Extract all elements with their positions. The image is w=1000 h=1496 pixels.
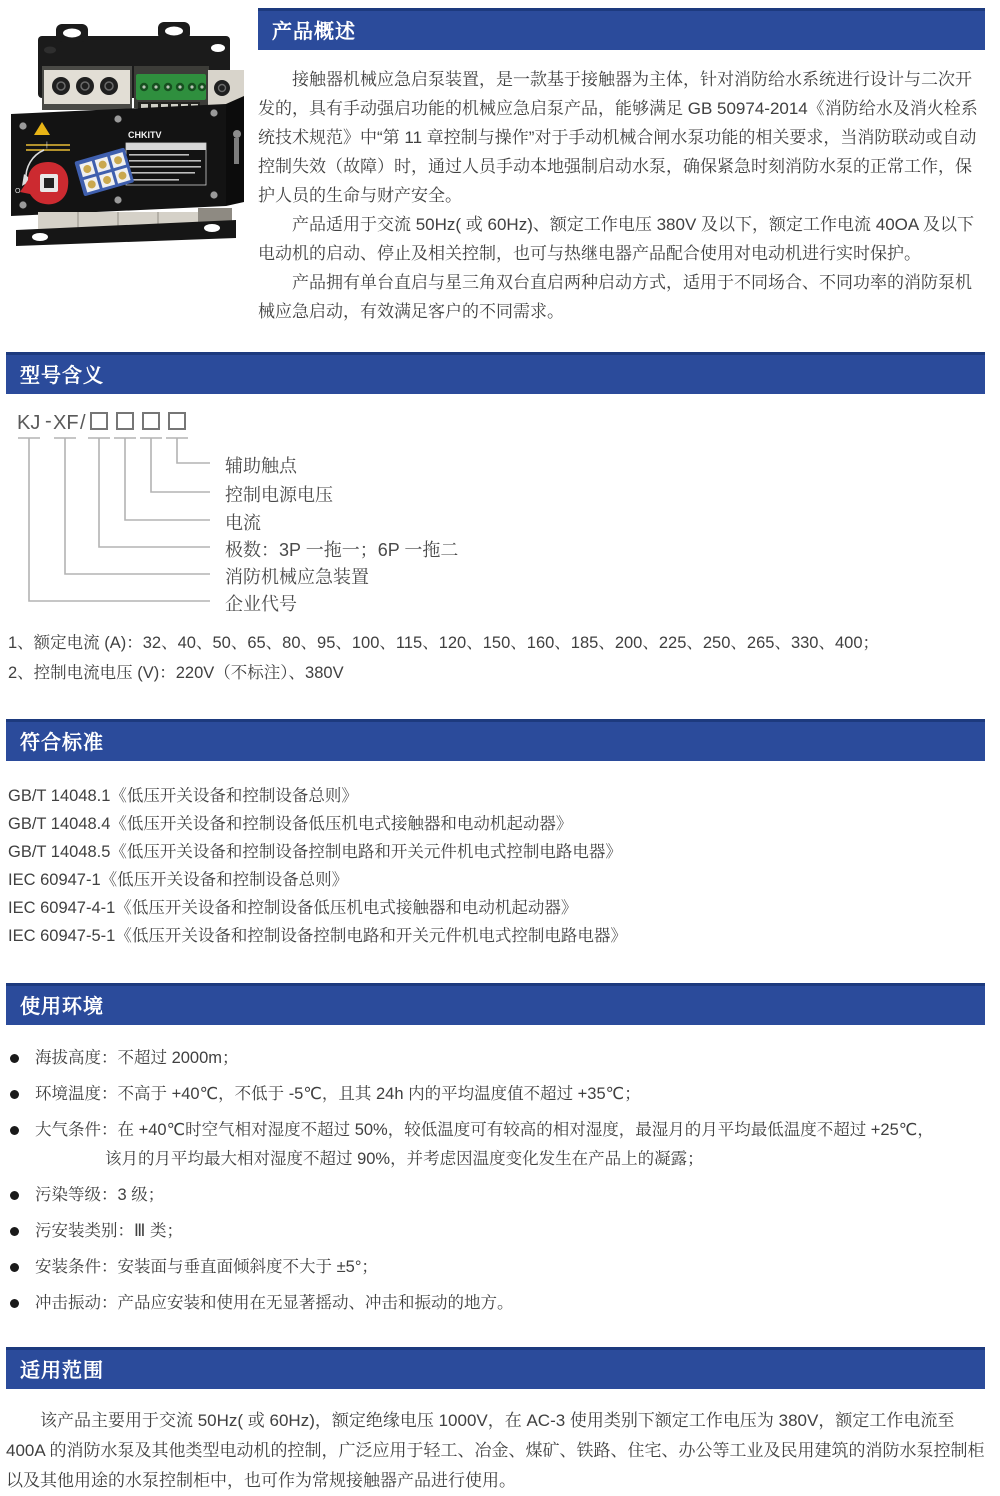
section-title-model: 型号含义 [6, 352, 985, 394]
model-code-slash: / [80, 412, 86, 434]
overview-section [0, 0, 1000, 326]
model-branch-label: 控制电源电压 [225, 485, 333, 505]
env-item-text: 环境温度：不高于 +40℃，不低于 -5℃，且其 24h 内的平均温度值不超过 +35℃； [35, 1085, 641, 1103]
env-item [10, 1117, 985, 1144]
env-item [10, 1182, 985, 1209]
svg-text:O: O [15, 188, 21, 195]
section-title-environment: 使用环境 [6, 983, 985, 1025]
model-branch-label: 极数：3P 一拖一；6P 一拖二 [225, 540, 459, 560]
model-code-diagram [10, 406, 985, 618]
bullet-icon [10, 1090, 19, 1099]
bullet-icon [10, 1191, 19, 1200]
overview-paragraphs [258, 65, 985, 326]
product-device-illustration [8, 16, 248, 248]
model-note: 2、控制电流电压 (V)：220V（不标注）、380V [8, 664, 344, 682]
standard-item: GB/T 14048.4《低压开关设备和控制设备低压机电式接触器和电动机起动器》 [8, 815, 573, 833]
model-code-xf: XF [53, 412, 79, 434]
model-notes [8, 628, 985, 688]
bullet-icon [10, 1299, 19, 1308]
standard-item: GB/T 14048.5《低压开关设备和控制设备控制电路和开关元件机电式控制电路电器》 [8, 843, 622, 861]
section-title-application: 适用范围 [6, 1347, 985, 1389]
env-item-text: 海拔高度：不超过 2000m； [35, 1049, 239, 1067]
model-section [0, 352, 1000, 688]
environment-list [10, 1045, 985, 1317]
env-item [10, 1254, 985, 1281]
model-branch-label: 企业代号 [225, 594, 297, 614]
env-item-text: 大气条件：在 +40℃时空气相对湿度不超过 50%，较低温度可有较高的相对湿度，最湿月的月平均最低温度不超过 +25℃， [35, 1121, 934, 1139]
env-item [10, 1218, 985, 1245]
bullet-icon [10, 1263, 19, 1272]
model-code-prefix-kj: KJ [17, 412, 41, 434]
model-branch-label: 消防机械应急装置 [225, 567, 369, 587]
standard-item: IEC 60947-1《低压开关设备和控制设备总则》 [8, 871, 349, 889]
env-item-text: 冲击振动：产品应安装和使用在无显著摇动、冲击和振动的地方。 [35, 1294, 514, 1312]
env-item-text: 污安装类别：Ⅲ 类； [35, 1222, 183, 1240]
application-paragraph: 该产品主要用于交流 50Hz( 或 60Hz)，额定绝缘电压 1000V，在 AC-3 使用类别下额定工作电压为 380V，额定工作电流至 400A 的消防水泵及其他类型电动机的控制，广泛应用于轻工、冶金、煤矿、铁路、住宅、办公等工业及民用建筑的消防水泵控制柜以及其他用途的水泵控制柜中，也可作为常规接触器产品进行使用。 [6, 1411, 985, 1490]
model-branch-label: 电流 [225, 513, 261, 533]
env-item-text: 安装条件：安装面与垂直面倾斜度不大于 ±5°； [35, 1258, 378, 1276]
model-note: 1、额定电流 (A)：32、40、50、65、80、95、100、115、120、150、160、185、200、225、250、265、330、400； [8, 634, 880, 652]
standards-list [8, 782, 985, 950]
bullet-icon [10, 1227, 19, 1236]
standard-item: GB/T 14048.1《低压开关设备和控制设备总则》 [8, 787, 358, 805]
application-paragraphs [6, 1406, 985, 1496]
section-title-overview: 产品概述 [258, 8, 985, 50]
overview-paragraph: 接触器机械应急启泵装置，是一款基于接触器为主体，针对消防给水系统进行设计与二次开发的，具有手动强启功能的机械应急启泵产品，能够满足 GB 50974-2014《消防给水及消火栓系统技术规范》中“第 11 章控制与操作”对于手动机械合闸水泵功能的相关要求，当消防联动或自动控制失效（故障）时，通过人员手动本地强制启动水泵，确保紧急时刻消防水泵的正常工作，保护人员的生命与财产安全。 [258, 70, 978, 205]
brand-logo: CHKITV [128, 130, 162, 140]
env-item-text: 该月的月平均最大相对湿度不超过 90%，并考虑因温度变化发生在产品上的凝露； [105, 1150, 704, 1168]
svg-text:|: | [46, 142, 48, 149]
standard-item: IEC 60947-5-1《低压开关设备和控制设备控制电路和开关元件机电式控制电路电器》 [8, 927, 627, 945]
standards-section [0, 719, 1000, 950]
environment-section [0, 983, 1000, 1317]
env-item [10, 1045, 985, 1072]
model-code-hyphen: - [45, 410, 52, 432]
standard-item: IEC 60947-4-1《低压开关设备和控制设备低压机电式接触器和电动机起动器》 [8, 899, 578, 917]
bullet-icon [10, 1126, 19, 1135]
section-title-standards: 符合标准 [6, 719, 985, 761]
application-section [0, 1347, 1000, 1496]
overview-paragraph: 产品适用于交流 50Hz( 或 60Hz)、额定工作电压 380V 及以下，额定工作电流 40OA 及以下电动机的启动、停止及相关控制，也可与热继电器产品配合使用对电动机进行实时保护。 [258, 215, 974, 263]
env-item-continuation [10, 1146, 985, 1173]
model-branch-label: 辅助触点 [225, 456, 297, 476]
env-item [10, 1290, 985, 1317]
overview-paragraph: 产品拥有单台直启与星三角双台直启两种启动方式，适用于不同场合、不同功率的消防泵机械应急启动，有效满足客户的不同需求。 [258, 273, 972, 321]
bullet-icon [10, 1054, 19, 1063]
product-photo [8, 16, 248, 248]
env-item [10, 1081, 985, 1108]
env-item-text: 污染等级：3 级； [35, 1186, 165, 1204]
